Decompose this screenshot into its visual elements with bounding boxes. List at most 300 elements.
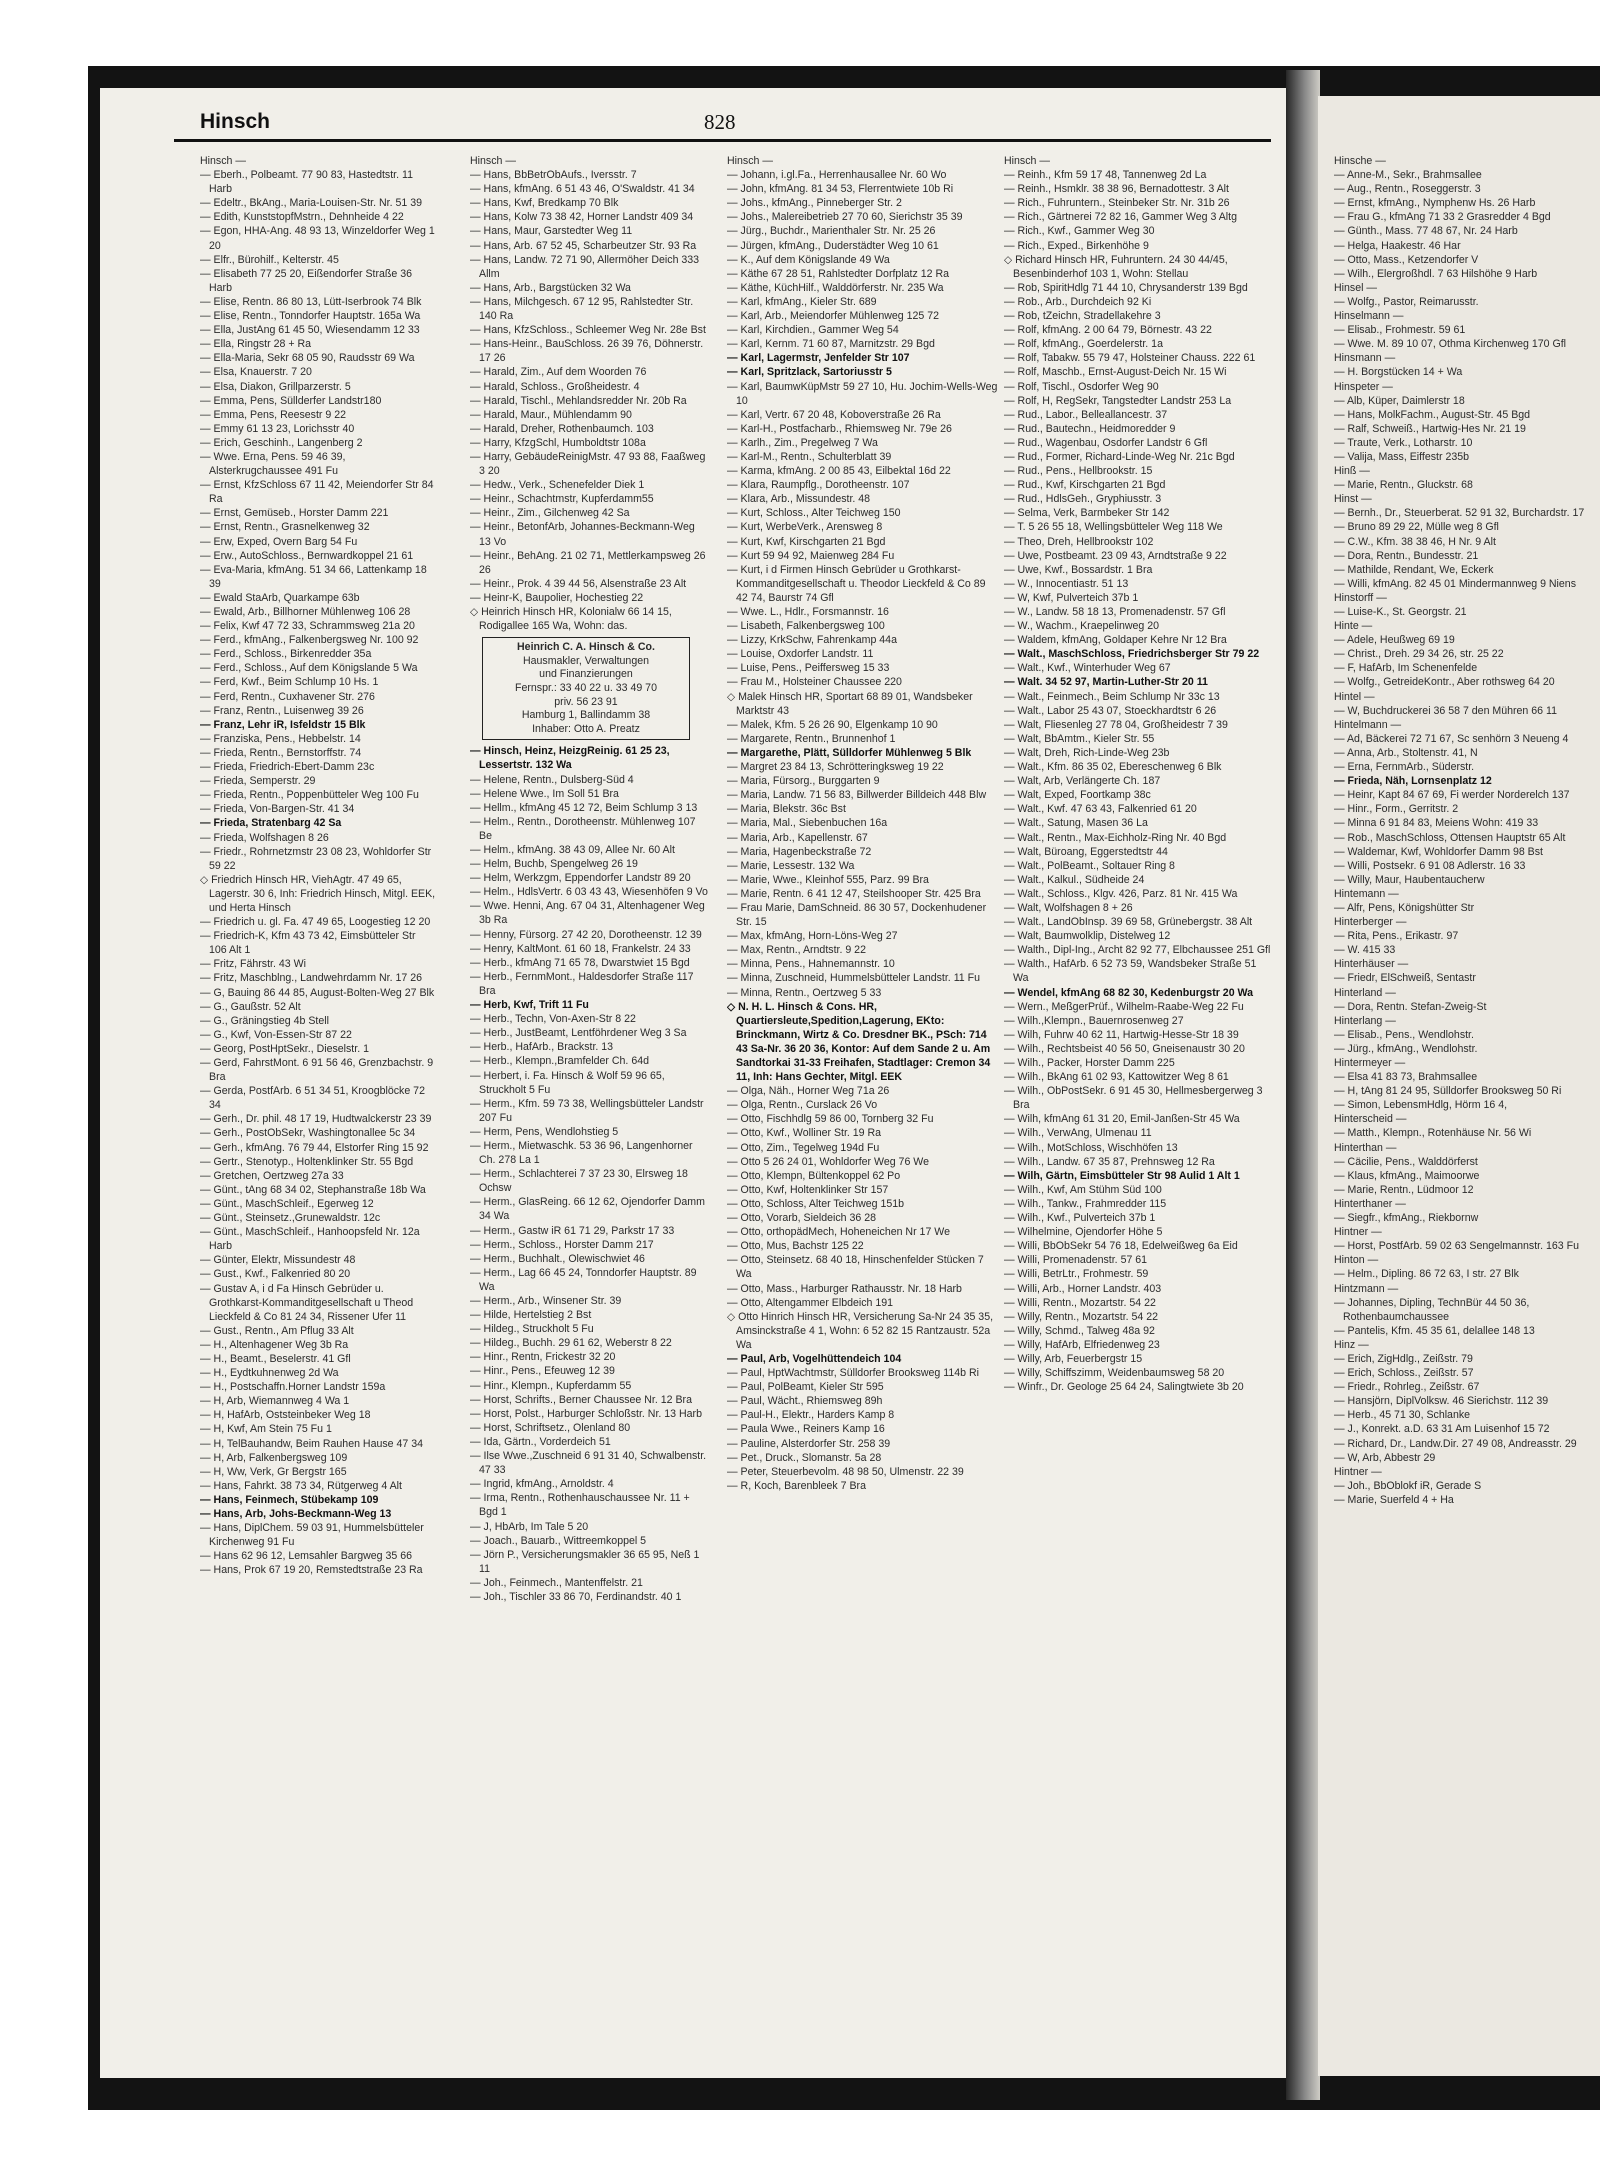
- directory-entry: — Elise, Rentn., Tonndorfer Hauptstr. 165a Wa: [200, 310, 421, 323]
- directory-entry: — Herm., Kfm. 59 73 38, Wellingsbütteler Landstr 207 Fu: [470, 1097, 704, 1124]
- directory-entry: — Wilh., BkAng 61 02 93, Kattowitzer Weg 8 61: [1004, 1071, 1229, 1084]
- directory-entry: — Hans, Prok 67 19 20, Remstedtstraße 23 Ra: [200, 1564, 423, 1577]
- directory-entry: Hinterberger —: [1334, 916, 1407, 929]
- directory-entry: Hinterthan —: [1334, 1141, 1397, 1154]
- directory-entry: — Helm., HdlsVertr. 6 03 43 43, Wiesenhöfen 9 Vo: [470, 886, 708, 899]
- directory-entry: — Harald, Schloss., Großheidestr. 4: [470, 380, 640, 393]
- column-next-page: [1334, 154, 1596, 2034]
- directory-entry: — Friedr., Rohrnetzmstr 23 08 23, Wohldorfer Str 59 22: [200, 845, 432, 872]
- directory-entry: — Lisabeth, Falkenbergsweg 100: [727, 620, 885, 633]
- directory-entry: — Pauline, Alsterdorfer Str. 258 39: [727, 1437, 891, 1450]
- directory-entry: — Ewald StaArb, Quarkampe 63b: [200, 591, 360, 604]
- directory-entry: — Kurt 59 94 92, Maienweg 284 Fu: [727, 549, 895, 562]
- directory-entry: — Hans 62 96 12, Lemsahler Bargweg 35 66: [200, 1550, 413, 1563]
- directory-entry: — Herb., Techn, Von-Axen-Str 8 22: [470, 1013, 636, 1026]
- directory-entry: — Hans, Arb, Johs-Beckmann-Weg 13: [200, 1508, 392, 1520]
- directory-entry: — Karl, Vertr. 67 20 48, Koboverstraße 26 Ra: [727, 408, 941, 421]
- directory-entry: — Hans, Landw. 72 71 90, Allermöher Deich 333 Allm: [470, 253, 700, 280]
- directory-entry: — Uwe, Postbeamt. 23 09 43, Arndtstraße 9 22: [1004, 549, 1227, 562]
- directory-entry: — Walt. 34 52 97, Martin-Luther-Str 20 11: [1004, 676, 1208, 689]
- directory-entry: — Willy, HafArb, Elfriedenweg 23: [1004, 1338, 1160, 1351]
- directory-entry: — Hildeg., Struckholt 5 Fu: [470, 1323, 594, 1336]
- ad-line: und Finanzierungen: [539, 668, 633, 681]
- directory-entry: — Luise-K., St. Georgstr. 21: [1334, 606, 1467, 618]
- ad-line: Hausmakler, Verwaltungen: [522, 654, 650, 667]
- directory-entry: — Günt., Steinsetz.,Grunewaldstr. 12c: [200, 1212, 381, 1225]
- directory-entry: Hintermeyer —: [1334, 1057, 1406, 1069]
- directory-entry: — Helm, Werkzgm, Eppendorfer Landstr 89 20: [470, 872, 691, 885]
- directory-entry: — Siegfr., kfmAng., Riekbornw: [1334, 1212, 1479, 1225]
- directory-entry: — Rolf, Tabakw. 55 79 47, Holsteiner Chauss. 222 61: [1004, 352, 1256, 365]
- directory-entry: — Helene Wwe., Im Soll 51 Bra: [470, 787, 619, 800]
- directory-entry: ◇ Otto Hinrich Hinsch HR, Versicherung Sa-Nr 24 35 35, Amsinckstraße 4 1, Wohn: 6 52 82 15 Rantzaustr. 52a Wa: [727, 1310, 994, 1351]
- directory-entry: — G., Kwf, Von-Essen-Str 87 22: [200, 1028, 352, 1041]
- directory-entry: — Wilh., MotSchloss, Wischhöfen 13: [1004, 1141, 1178, 1154]
- directory-entry: — Alb, Küper, Daimlerstr 18: [1334, 394, 1465, 407]
- directory-entry: — Franziska, Pens., Hebbelstr. 14: [200, 732, 361, 745]
- directory-entry: — Winfr., Dr. Geologe 25 64 24, Salingtwiete 3b 20: [1004, 1381, 1244, 1394]
- directory-entry: — H, tAng 81 24 95, Sülldorfer Brooksweg 50 Ri: [1334, 1085, 1562, 1098]
- directory-entry: — Otto, Kwf, Holtenklinker Str 157: [727, 1183, 889, 1196]
- directory-entry: — Otto, Mass., Ketzendorfer V: [1334, 253, 1479, 266]
- directory-entry: — Rolf, Maschb., Ernst-August-Deich Nr. 15 Wi: [1004, 366, 1227, 379]
- directory-entry: — Elfr., Bürohilf., Kelterstr. 45: [200, 253, 339, 266]
- directory-entry: — Karl, Lagermstr, Jenfelder Str 107: [727, 352, 910, 365]
- directory-entry: Hinterscheid —: [1334, 1113, 1407, 1126]
- directory-entry: — Willi, Arb., Horner Landstr. 403: [1004, 1282, 1162, 1295]
- directory-entry: — Egon, HHA-Ang. 48 93 13, Winzeldorfer Weg 1 20: [200, 225, 435, 252]
- directory-entry: Hinsmann —: [1334, 352, 1396, 365]
- directory-entry: — W. 415 33: [1334, 944, 1396, 957]
- directory-entry: — Ralf, Schweiß., Hartwig-Hes Nr. 21 19: [1334, 422, 1526, 435]
- directory-entry: Hintner —: [1334, 1465, 1382, 1478]
- directory-entry: — Wwe. M. 89 10 07, Othma Kirchenweg 170 Gfl: [1334, 338, 1566, 351]
- book-gutter: [1286, 70, 1320, 2100]
- directory-entry: — Willi, kfmAng. 82 45 01 Mindermannweg 9 Niens: [1334, 577, 1576, 590]
- ad-line: Fernspr.: 33 40 22 u. 33 49 70: [515, 681, 657, 694]
- directory-entry: — Heinr, Kapt 84 67 69, Fi werder Norderelch 137: [1334, 789, 1570, 802]
- directory-entry: — Otto, Vorarb, Sieldeich 36 28: [727, 1212, 876, 1225]
- directory-entry: — Joh., Feinmech., Mantenffelstr. 21: [470, 1576, 643, 1589]
- directory-entry: — Herm., Schloss., Horster Damm 217: [470, 1238, 654, 1251]
- directory-entry: Hintemann —: [1334, 887, 1399, 900]
- directory-entry: — Rolf, kfmAng., Goerdelerstr. 1a: [1004, 338, 1163, 351]
- directory-entry: — H, TelBauhandw, Beim Rauhen Hause 47 34: [200, 1437, 424, 1450]
- directory-entry: — Minna 6 91 84 83, Meiens Wohn: 419 33: [1334, 817, 1539, 830]
- directory-entry: — Cäcilie, Pens., Walddörferst: [1334, 1155, 1478, 1168]
- directory-entry: — Wwe. Erna, Pens. 59 46 39, Alsterkrugchaussee 491 Fu: [200, 450, 346, 478]
- directory-entry: — Marie, Wwe., Kleinhof 555, Parz. 99 Bra: [727, 873, 929, 886]
- directory-entry: — Wern., MeßgerPrüf., Wilhelm-Raabe-Weg 22 Fu: [1004, 1000, 1244, 1013]
- directory-entry: — Richard, Dr., Landw.Dir. 27 49 08, Andreasstr. 29: [1334, 1437, 1577, 1450]
- next-page-partial: [1318, 96, 1600, 2076]
- directory-entry: — Walt, Exped, Foortkamp 38c: [1004, 789, 1151, 802]
- directory-entry: Hintzmann —: [1334, 1282, 1399, 1295]
- directory-entry: — Ernst, KfzSchloss 67 11 42, Meiendorfer Str 84 Ra: [200, 479, 434, 506]
- directory-entry: — Walt, Baumwolklip, Distelweg 12: [1004, 930, 1171, 943]
- directory-entry: — Hans-Heinr., BauSchloss. 26 39 76, Döhnerstr. 17 26: [470, 338, 704, 365]
- directory-entry: ◇ Richard Hinsch HR, Fuhruntern. 24 30 44/45, Besenbinderhof 103 1, Wohn: Stellau: [1004, 253, 1228, 280]
- directory-entry: — Valija, Mass, Eiffestr 235b: [1334, 450, 1470, 463]
- directory-entry: — Irma, Rentn., Rothenhauschaussee Nr. 11 + Bgd 1: [470, 1492, 690, 1519]
- directory-entry: — Walt, BbAmtm., Kieler Str. 55: [1004, 732, 1155, 745]
- directory-entry: — Herm., Lag 66 45 24, Tonndorfer Hauptstr. 89 Wa: [470, 1266, 697, 1293]
- directory-entry: — R, Koch, Barenbleek 7 Bra: [727, 1479, 866, 1492]
- directory-entry: ◇ Friedrich Hinsch HR, ViehAgtr. 47 49 65, Lagerstr. 30 6, Inh: Friedrich Hinsch, Mitgl. EEK, und Herta Hinsch: [200, 873, 436, 914]
- directory-entry: — Rolf, kfmAng. 2 00 64 79, Börnestr. 43 22: [1004, 324, 1212, 337]
- directory-entry: — W, Buchdruckerei 36 58 7 den Mühren 66 11: [1334, 704, 1557, 717]
- directory-entry: — Ernst, kfmAng., Nymphenw Hs. 26 Harb: [1334, 197, 1536, 210]
- directory-entry: — Walt., Kalkul., Südheide 24: [1004, 873, 1145, 886]
- directory-entry: — Helm., kfmAng. 38 43 09, Allee Nr. 60 Alt: [470, 844, 675, 856]
- directory-entry: — Rud., Wagenbau, Osdorfer Landstr 6 Gfl: [1004, 436, 1208, 449]
- directory-entry: — Marie, Suerfeld 4 + Ha: [1334, 1493, 1454, 1506]
- directory-entry: — Otto, Fischhdlg 59 86 00, Tornberg 32 Fu: [727, 1113, 934, 1126]
- directory-entry: — Klaus, kfmAng., Maimoorwe: [1334, 1169, 1480, 1182]
- directory-entry: — Günth., Mass. 77 48 67, Nr. 24 Harb: [1334, 225, 1518, 238]
- directory-entry: — Herm., Arb., Winsener Str. 39: [470, 1295, 622, 1307]
- directory-entry: — Willy, Rentn., Mozartstr. 54 22: [1004, 1310, 1159, 1323]
- directory-entry: — Frau G., kfmAng 71 33 2 Grasredder 4 Bgd: [1334, 211, 1551, 224]
- directory-entry: Hinsch —: [470, 155, 516, 167]
- directory-entry: — Gerh., PostObSekr, Washingtonallee 5c 34: [200, 1127, 416, 1140]
- directory-entry: — W, Kwf, Pulverteich 37b 1: [1004, 591, 1139, 604]
- directory-entry: — Bernh., Dr., Steuerberat. 52 91 32, Burchardstr. 17: [1334, 507, 1585, 520]
- directory-entry: — Joh., BbOblokf iR, Gerade S: [1334, 1479, 1482, 1492]
- directory-entry: — Traute, Verk., Lotharstr. 10: [1334, 436, 1473, 449]
- directory-entry: — Franz, Rentn., Luisenweg 39 26: [200, 704, 364, 717]
- directory-entry: — W., Innocentiastr. 51 13: [1004, 577, 1129, 590]
- directory-entry: Hinterland —: [1334, 986, 1396, 999]
- directory-entry: — Wendel, kfmAng 68 82 30, Kedenburgstr 20 Wa: [1004, 986, 1254, 999]
- directory-entry: — Hans, Feinmech, Stübekamp 109: [200, 1493, 379, 1506]
- directory-entry: — Hinr., Rentn, Frickestr 32 20: [470, 1351, 616, 1364]
- column-4: [1004, 154, 1274, 2034]
- directory-entry: — Margarethe, Plätt, Sülldorfer Mühlenweg 5 Blk: [727, 746, 972, 759]
- directory-entry: — Selma, Verk, Barmbeker Str 142: [1004, 507, 1170, 520]
- directory-entry: — Friedr, ElSchweiß, Sentastr: [1334, 972, 1476, 985]
- directory-entry: — Heinr., Schachtmstr, Kupferdamm55: [470, 493, 654, 506]
- directory-entry: — Helm., Dipling. 86 72 63, I str. 27 Blk: [1334, 1268, 1519, 1281]
- directory-entry: Hintel —: [1334, 690, 1375, 703]
- directory-entry: ◇ N. H. L. Hinsch & Cons. HR, Quartiersleute,Spedition,Lagerung, EKto: Brinckmann, Wirtz & Co. Dresdner BK., PSch: 714 43 Sa-Nr. 36 20 36, Kontor: Auf dem Sande 2 u. Am Sandtorkai 31-33 Freihafen, Stadtlager: Cremon 34 11, Inh: Hans Gechter, Mitgl. EEK: [727, 1000, 991, 1084]
- directory-entry: Hinte —: [1334, 620, 1373, 633]
- directory-entry: — Peter, Steuerbevolm. 48 98 50, Ulmenstr. 22 39: [727, 1465, 964, 1478]
- directory-entry: — Ida, Gärtn., Vorderdeich 51: [470, 1435, 611, 1448]
- directory-entry: — Rich., Fuhruntern., Steinbeker Str. Nr. 31b 26: [1004, 197, 1230, 210]
- directory-entry: — Georg, PostHptSekr., Dieselstr. 1: [200, 1042, 369, 1055]
- directory-entry: — Günt., MaschSchleif., Hanhoopsfeld Nr. 12a Harb: [200, 1226, 420, 1253]
- directory-entry: — Waldemar, Kwf, Wohldorfer Damm 98 Bst: [1334, 845, 1543, 858]
- directory-entry: — Frieda, Rentn., Poppenbütteler Weg 100 Fu: [200, 789, 419, 802]
- directory-entry: — Otto, Schloss, Alter Teichweg 151b: [727, 1197, 905, 1210]
- directory-entry: — Frau Marie, DamSchneid. 86 30 57, Dockenhudener Str. 15: [727, 901, 987, 929]
- directory-entry: — C.W., Kfm. 38 38 46, H Nr. 9 Alt: [1334, 535, 1496, 548]
- directory-entry: — Gerh., Dr. phil. 48 17 19, Hudtwalckerstr 23 39: [200, 1113, 432, 1126]
- directory-entry: — H, Arb, Falkenbergsweg 109: [200, 1451, 348, 1464]
- directory-entry: — Willy, Maur, Haubentaucherw: [1334, 873, 1485, 886]
- directory-entry: — Karl-M., Rentn., Schulterblatt 39: [727, 450, 892, 463]
- directory-entry: — Herm., GlasReing. 66 12 62, Ojendorfer Damm 34 Wa: [470, 1196, 705, 1223]
- directory-entry: — Lizzy, KrkSchw, Fahrenkamp 44a: [727, 634, 897, 647]
- directory-entry: — Adele, Heußweg 69 19: [1334, 634, 1455, 647]
- directory-entry: — Willy, Schiffszimm, Weidenbaumsweg 58 20: [1004, 1367, 1225, 1380]
- directory-entry: — Gerh., kfmAng. 76 79 44, Elstorfer Ring 15 92: [200, 1141, 429, 1154]
- directory-entry: — Hans, Arb., Bargstücken 32 Wa: [470, 281, 631, 294]
- directory-entry: — Jürg., kfmAng., Wendlohstr.: [1334, 1042, 1478, 1055]
- directory-entry: — Elisab., Pens., Wendlohstr.: [1334, 1028, 1474, 1041]
- directory-entry: — Walt., Labor 25 43 07, Stoeckhardtstr 6 26: [1004, 704, 1217, 717]
- directory-entry: — Heinr-K, Baupolier, Hochestieg 22: [470, 591, 644, 604]
- directory-entry: — Margret 23 84 13, Schrötteringksweg 19 22: [727, 761, 944, 774]
- directory-entry: — Walt, Wolfshagen 8 + 26: [1004, 901, 1133, 914]
- directory-entry: — Karma, kfmAng. 2 00 85 43, Eilbektal 16d 22: [727, 465, 951, 478]
- directory-entry: — Walth., HafArb. 6 52 73 59, Wandsbeker Straße 51 Wa: [1004, 958, 1257, 985]
- directory-entry: — Otto, Klempn, Bültenkoppel 62 Po: [727, 1169, 901, 1182]
- page-number: 828: [704, 110, 736, 134]
- directory-entry: — Frau M., Holsteiner Chaussee 220: [727, 676, 902, 689]
- directory-entry: — Rob., Arb., Durchdeich 92 Ki: [1004, 295, 1152, 308]
- directory-entry: — H, Arb, Wiemannweg 4 Wa 1: [200, 1395, 350, 1408]
- directory-entry: — Rud., Former, Richard-Linde-Weg Nr. 21c Bgd: [1004, 450, 1235, 463]
- directory-entry: — Hans, BbBetrObAufs., Iversstr. 7: [470, 169, 637, 182]
- directory-entry: Hinsel —: [1334, 281, 1377, 294]
- directory-entry: — Helm., Rentn., Dorotheenstr. Mühlenweg 107 Be: [470, 815, 696, 842]
- directory-entry: — Rud., Labor., Belleallancestr. 37: [1004, 408, 1168, 421]
- directory-entry: — Elisab., Frohmestr. 59 61: [1334, 324, 1466, 337]
- directory-entry: — Willi, BetrLtr., Frohmestr. 59: [1004, 1268, 1149, 1281]
- directory-entry: — Otto, Zim., Tegelweg 194d Fu: [727, 1141, 880, 1154]
- directory-entry: — W, Arb, Abbestr 29: [1334, 1451, 1436, 1464]
- directory-entry: — Maria, Blekstr. 36c Bst: [727, 803, 846, 816]
- directory-entry: — W., Wachm., Kraepelinweg 20: [1004, 620, 1160, 633]
- directory-entry: — Heinr., BehAng. 21 02 71, Mettlerkampsweg 26 26: [470, 549, 706, 576]
- directory-entry: — Horst, Schrifts., Berner Chaussee Nr. 12 Bra: [470, 1393, 692, 1406]
- directory-entry: — Minna, Rentn., Oertzweg 5 33: [727, 986, 882, 999]
- directory-entry: — Ferd., kfmAng., Falkenbergsweg Nr. 100 92: [200, 634, 419, 647]
- directory-entry: — Friedr., Rohrleg., Zeißstr. 67: [1334, 1381, 1480, 1394]
- directory-entry: — Walt., Kfm. 86 35 02, Ebereschenweg 6 Blk: [1004, 761, 1222, 774]
- directory-entry: — Hans, Kolw 73 38 42, Horner Landstr 409 34: [470, 211, 694, 224]
- directory-entry: — Hans, kfmAng. 6 51 43 46, O'Swaldstr. 41 34: [470, 183, 695, 196]
- directory-entry: — Walt., Rentn., Max-Eichholz-Ring Nr. 40 Bgd: [1004, 831, 1227, 844]
- directory-entry: — Gustav A, i d Fa Hinsch Gebrüder u. Grothkarst-Kommanditgesellschaft u Theod Lieckfeld & Co 81 24 34, Rissener Ufer 11: [200, 1282, 414, 1323]
- directory-entry: — Erw., AutoSchloss., Bernwardkoppel 21 61: [200, 549, 414, 562]
- directory-entry: — Willi, Rentn., Mozartstr. 54 22: [1004, 1296, 1156, 1309]
- ad-line: Inhaber: Otto A. Preatz: [532, 722, 640, 735]
- directory-entry: — Wilh.,Klempn., Bauernrosenweg 27: [1004, 1014, 1184, 1027]
- directory-entry: — Jürgen, kfmAng., Duderstädter Weg 10 61: [727, 239, 939, 252]
- directory-entry: — Hinr., Klempn., Kupferdamm 55: [470, 1379, 632, 1392]
- directory-entry: — Rob, tZeichn, Stradellakehre 3: [1004, 310, 1161, 323]
- directory-entry: — Fritz, Maschblng., Landwehrdamm Nr. 17 26: [200, 972, 422, 985]
- directory-entry: — Anna, Arb., Stoltenstr. 41, N: [1334, 746, 1478, 759]
- directory-entry: — Hans, KfzSchloss., Schleemer Weg Nr. 28e Bst: [470, 324, 706, 337]
- directory-entry: — Joach., Bauarb., Wittreemkoppel 5: [470, 1534, 647, 1547]
- directory-entry: — Erich, Geschinh., Langenberg 2: [200, 436, 363, 449]
- directory-entry: — Walt., Satung, Masen 36 La: [1004, 817, 1148, 830]
- directory-entry: — Rud., Kwf, Kirschgarten 21 Bgd: [1004, 479, 1166, 492]
- directory-entry: — Marie, Lessestr. 132 Wa: [727, 859, 855, 872]
- directory-entry: — Hilde, Hertelstieg 2 Bst: [470, 1309, 592, 1322]
- directory-entry: — Elise, Rentn. 86 80 13, Lütt-Iserbrook 74 Blk: [200, 295, 422, 308]
- directory-entry: — Rob, SpiritHdlg 71 44 10, Chrysanderstr 139 Bgd: [1004, 281, 1248, 294]
- directory-entry: — Wilh., Elergroßhdl. 7 63 Hilshöhe 9 Harb: [1334, 267, 1538, 280]
- directory-entry: — Herb., HafArb., Brackstr. 13: [470, 1041, 614, 1054]
- directory-entry: — Henry, KaltMont. 61 60 18, Frankelstr. 24 33: [470, 942, 691, 955]
- directory-entry: — Maria, Hagenbeckstraße 72: [727, 845, 872, 858]
- directory-entry: — H., Beamt., Beselerstr. 41 Gfl: [200, 1352, 351, 1365]
- directory-entry: — Frieda, Stratenbarg 42 Sa: [200, 817, 342, 830]
- directory-entry: — Herb., Klempn.,Bramfelder Ch. 64d: [470, 1055, 649, 1068]
- directory-entry: — Uwe, Kwf., Bossardstr. 1 Bra: [1004, 563, 1153, 576]
- directory-entry: — Otto, Mass., Harburger Rathausstr. Nr. 18 Harb: [727, 1282, 962, 1295]
- directory-entry: — Karl, BaumwKüpMstr 59 27 10, Hu. Jochim-Wells-Weg 10: [727, 380, 998, 407]
- directory-entry: — Franz, Lehr iR, Isfeldstr 15 Blk: [200, 718, 366, 731]
- directory-entry: — John, kfmAng. 81 34 53, Flerrentwiete 10b Ri: [727, 183, 954, 196]
- directory-entry: — W., Landw. 58 18 13, Promenadenstr. 57 Gfl: [1004, 606, 1226, 618]
- directory-entry: — Rich., Kwf., Gammer Weg 30: [1004, 225, 1155, 238]
- directory-entry: — Maria, Landw. 71 56 83, Billwerder Billdeich 448 Blw: [727, 789, 987, 802]
- directory-entry: — Simon, LebensmHdlg, Hörm 16 4,: [1334, 1099, 1508, 1112]
- directory-entry: Hinselmann —: [1334, 310, 1404, 323]
- directory-entry: — Ingrid, kfmAng., Arnoldstr. 4: [470, 1478, 614, 1491]
- directory-entry: — Wilh., Rechtsbeist 40 56 50, Gneisenaustr 30 20: [1004, 1042, 1245, 1055]
- directory-entry: — Emma, Pens, Süllderfer Landstr180: [200, 394, 382, 407]
- directory-entry: — Felix, Kwf 47 72 33, Schrammsweg 21a 20: [200, 620, 415, 633]
- directory-entry: — H., Postschaffn.Horner Landstr 159a: [200, 1381, 386, 1394]
- directory-entry: — Friedrich-K, Kfm 43 73 42, Eimsbütteler Str 106 Alt 1: [200, 930, 416, 957]
- directory-entry: — Willy, Arb, Feuerbergstr 15: [1004, 1352, 1143, 1365]
- directory-entry: — G., Gaußstr. 52 Alt: [200, 1000, 301, 1013]
- directory-entry: — Ilse Wwe.,Zuschneid 6 91 31 40, Schwalbenstr. 47 33: [470, 1450, 707, 1477]
- directory-entry: — Karl, Kernm. 71 60 87, Marnitzstr. 29 Bgd: [727, 338, 935, 351]
- directory-entry: — Wilh., Kwf., Pulverteich 37b 1: [1004, 1212, 1156, 1225]
- directory-entry: — Hansjörn, DiplVolksw. 46 Sierichstr. 112 39: [1334, 1395, 1549, 1408]
- directory-entry: — Jörn P., Versicherungsmakler 36 65 95, Neß 1 11: [470, 1548, 700, 1575]
- directory-entry: — Johs., kfmAng., Pinneberger Str. 2: [727, 197, 902, 210]
- directory-entry: — Joh., Tischler 33 86 70, Ferdinandstr. 40 1: [470, 1590, 682, 1603]
- directory-entry: — Ferd, Kwf., Beim Schlump 10 Hs. 1: [200, 676, 379, 689]
- directory-entry: — Jürg., Buchdr., Marienthaler Str. Nr. 25 26: [727, 225, 936, 238]
- directory-entry: — H. Borgstücken 14 + Wa: [1334, 366, 1463, 379]
- directory-entry: — Walt., MaschSchloss, Friedrichsberger Str 79 22: [1004, 648, 1260, 661]
- directory-entry: — Christ., Dreh. 29 34 26, str. 25 22: [1334, 648, 1504, 661]
- directory-entry: — Matth., Klempn., Rotenhäuse Nr. 56 Wi: [1334, 1127, 1532, 1140]
- directory-entry: — Heinr., Prok. 4 39 44 56, Alsenstraße 23 Alt: [470, 577, 687, 590]
- directory-entry: — Herb., FernmMont., Haldesdorfer Straße 117 Bra: [470, 970, 694, 997]
- directory-entry: — Elsa, Diakon, Grillparzerstr. 5: [200, 380, 351, 393]
- directory-entry: — Henny, Fürsorg. 27 42 20, Dorotheenstr. 12 39: [470, 928, 702, 941]
- directory-entry: — Willi, Promenadenstr. 57 61: [1004, 1254, 1148, 1267]
- directory-entry: — H, HafArb, Oststeinbeker Weg 18: [200, 1409, 371, 1422]
- directory-entry: — Otto, Steinsetz. 68 40 18, Hinschenfelder Stücken 7 Wa: [727, 1254, 984, 1281]
- directory-entry: — Helm, Buchb, Spengelweg 26 19: [470, 858, 638, 871]
- directory-entry: — Wwe. L., Hdlr., Forsmannstr. 16: [727, 606, 889, 618]
- directory-entry: — Gust., Kwf., Falkenried 80 20: [200, 1268, 351, 1281]
- directory-entry: — Wilh, kfmAng 61 31 20, Emil-Janßen-Str 45 Wa: [1004, 1113, 1240, 1126]
- directory-entry: — Ella-Maria, Sekr 68 05 90, Raudsstr 69 Wa: [200, 352, 415, 365]
- directory-entry: — Louise, Oxdorfer Landstr. 11: [727, 648, 874, 661]
- directory-entry: — Harald, Maur., Mühlendamm 90: [470, 408, 632, 421]
- directory-entry: — Gretchen, Oertzweg 27a 33: [200, 1169, 344, 1182]
- directory-entry: — Johs., Malereibetrieb 27 70 60, Sierichstr 35 39: [727, 211, 963, 224]
- directory-entry: — Ferd., Schloss., Birkenredder 35a: [200, 648, 372, 661]
- directory-entry: — Walt., LandObInsp. 39 69 58, Grünebergstr. 38 Alt: [1004, 916, 1253, 929]
- directory-entry: — Pantelis, Kfm. 45 35 61, delallee 148 13: [1334, 1324, 1535, 1337]
- directory-entry: — Günter, Elektr, Missundestr 48: [200, 1254, 356, 1267]
- directory-entry: — K., Auf dem Königslande 49 Wa: [727, 253, 890, 266]
- directory-entry: — Walt, Dreh, Rich-Linde-Weg 23b: [1004, 746, 1170, 759]
- directory-entry: — Hinr., Pens., Efeuweg 12 39: [470, 1365, 615, 1378]
- directory-entry: — T. 5 26 55 18, Wellingsbütteler Weg 118 We: [1004, 521, 1223, 534]
- directory-entry: — Herm., Schlachterei 7 37 23 30, Elrsweg 18 Ochsw: [470, 1168, 688, 1195]
- directory-entry: Hinterlang —: [1334, 1014, 1396, 1027]
- directory-entry: — Kurt, Kwf, Kirschgarten 21 Bgd: [727, 535, 886, 548]
- directory-entry: — Herm., Mietwaschk. 53 36 96, Langenhorner Ch. 278 La 1: [470, 1139, 693, 1167]
- directory-entry: — Herm., Buchhalt., Olewischwiet 46: [470, 1252, 645, 1265]
- directory-entry: — Karl, Arb., Meiendorfer Mühlenweg 125 72: [727, 310, 939, 323]
- directory-entry: — Helga, Haakestr. 46 Har: [1334, 239, 1461, 252]
- directory-entry: Hintelmann —: [1334, 718, 1402, 731]
- directory-entry: — Wilh., Tankw., Frahmredder 115: [1004, 1197, 1167, 1210]
- directory-entry: — Pet., Druck., Slomanstr. 5a 28: [727, 1451, 882, 1464]
- ad-line: priv. 56 23 91: [554, 695, 618, 708]
- directory-entry: — Walt, Arb, Verlängerte Ch. 187: [1004, 775, 1161, 788]
- directory-entry: — Alfr, Pens, Königshütter Str: [1334, 901, 1475, 914]
- column-3: [727, 154, 999, 2034]
- directory-entry: — Walt., Kwf. 47 63 43, Falkenried 61 20: [1004, 803, 1197, 816]
- directory-entry: — H, Ww, Verk, Gr Bergstr 165: [200, 1465, 347, 1478]
- directory-entry: — Marie, Rentn., Lüdmoor 12: [1334, 1183, 1474, 1196]
- directory-entry: — Heinr., Zim., Gilchenweg 42 Sa: [470, 507, 630, 520]
- directory-entry: — Hans, Maur, Garstedter Weg 11: [470, 225, 633, 238]
- directory-entry: — Rolf, Tischl., Osdorfer Weg 90: [1004, 380, 1159, 393]
- directory-entry: — Walt., Feinmech., Beim Schlump Nr 33c 13: [1004, 690, 1220, 703]
- directory-entry: — Heinr., BetonfArb, Johannes-Beckmann-Weg 13 Vo: [470, 521, 695, 548]
- directory-entry: — Käthe, KüchHilf., Walddörferstr. Nr. 235 Wa: [727, 281, 944, 294]
- directory-entry: Hinst —: [1334, 493, 1372, 506]
- directory-entry: — Paul, PolBeamt, Kieler Str 595: [727, 1381, 884, 1394]
- directory-entry: — Ewald, Arb., Billhorner Mühlenweg 106 28: [200, 606, 411, 618]
- directory-entry: — Horst, PostfArb. 59 02 63 Sengelmannstr. 163 Fu: [1334, 1240, 1579, 1253]
- directory-entry: Hinsch —: [1004, 155, 1050, 167]
- directory-entry: — Karl, Kirchdien., Gammer Weg 54: [727, 324, 899, 337]
- directory-entry: — Emma, Pens, Reesestr 9 22: [200, 408, 347, 421]
- directory-entry: — H., Eydtkuhnenweg 2d Wa: [200, 1367, 339, 1380]
- directory-entry: — Gust., Rentn., Am Pflug 33 Alt: [200, 1324, 354, 1337]
- directory-entry: — Harry, GebäudeReinigMstr. 47 93 88, Faaßweg 3 20: [470, 450, 706, 478]
- directory-entry: — Frieda, Von-Bargen-Str. 41 34: [200, 803, 355, 816]
- directory-entry: — Fritz, Fährstr. 43 Wi: [200, 958, 306, 971]
- directory-entry: — Otto 5 26 24 01, Wohldorfer Weg 76 We: [727, 1155, 929, 1168]
- directory-entry: — Elsa 41 83 73, Brahmsallee: [1334, 1071, 1478, 1084]
- directory-entry: — Otto, Altengammer Elbdeich 191: [727, 1296, 894, 1309]
- directory-entry: — Walt., Kwf., Winterhuder Weg 67: [1004, 662, 1171, 675]
- directory-entry: — Rich., Gärtnerei 72 82 16, Gammer Weg 3 Altg: [1004, 211, 1237, 224]
- directory-entry: — Wilh., VerwAng, Ulmenau 11: [1004, 1127, 1152, 1140]
- directory-entry: — Erw, Exped, Overn Barg 54 Fu: [200, 535, 358, 548]
- directory-entry: — Max, kfmAng, Horn-Löns-Weg 27: [727, 930, 898, 943]
- directory-entry: — Marie, Rentn., Gluckstr. 68: [1334, 479, 1473, 492]
- column-1: [200, 154, 436, 2034]
- directory-entry: — Frieda, Rentn., Bernstorffstr. 74: [200, 746, 362, 759]
- directory-entry: — Hellm., kfmAng 45 12 72, Beim Schlump 3 13: [470, 801, 698, 814]
- directory-entry: — Hedw., Verk., Schenefelder Diek 1: [470, 479, 645, 492]
- directory-entry: — Waldem, kfmAng, Goldaper Kehre Nr 12 Bra: [1004, 634, 1227, 647]
- directory-entry: — Ella, Ringstr 28 + Ra: [200, 338, 311, 351]
- directory-entry: — Ernst, Rentn., Grasnelkenweg 32: [200, 521, 370, 534]
